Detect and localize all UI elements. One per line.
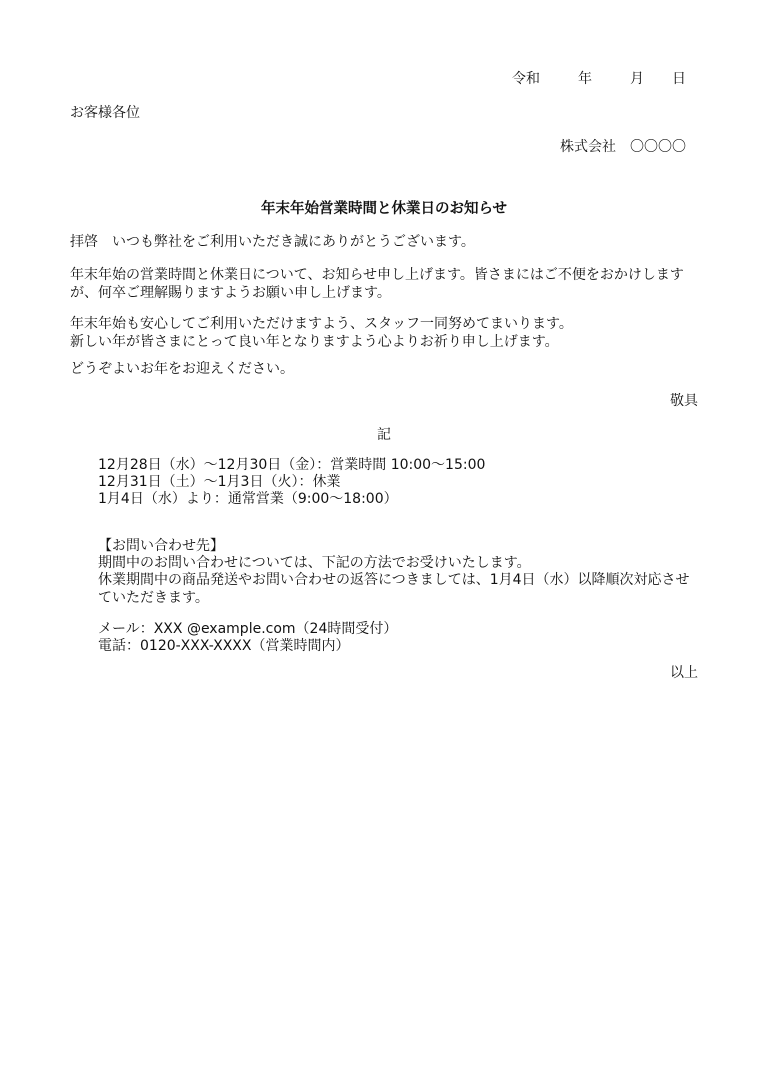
paragraph-schedule-notice: 年末年始の営業時間と休業日について、お知らせ申し上げます。皆さまにはご不便をおかけしますが、何卒ご理解賜りますようお願い申し上げます。 <box>70 267 684 301</box>
end-mark: 以上 <box>670 665 698 681</box>
date-day-unit: 日 <box>672 71 686 87</box>
schedule-list <box>98 456 485 507</box>
paragraph-farewell: どうぞよいお年をお迎えください。 <box>70 361 294 377</box>
closing-keigu: 敬具 <box>670 393 698 409</box>
contact-line: 休業期間中の商品発送やお問い合わせの返答につきましては、1月4日（水）以降順次対応させていただきます。 <box>98 572 690 606</box>
schedule-item: 1月4日（水）より：通常営業（9:00〜18:00） <box>98 491 398 507</box>
contact-email: メール：XXX @example.com（24時間受付） <box>98 621 398 637</box>
contact-section <box>98 537 700 654</box>
greeting: 拝啓 いつも弊社をご利用いただき誠にありがとうございます。 <box>70 234 475 250</box>
sender-company: 株式会社 〇〇〇〇 <box>560 139 686 155</box>
paragraph-new-year-line2: 新しい年が皆さまにとって良い年となりますよう心よりお祈り申し上げます。 <box>70 334 559 350</box>
ki-heading: 記 <box>377 427 391 443</box>
contact-heading: 【お問い合わせ先】 <box>98 538 224 554</box>
date-era: 令和 <box>512 71 540 87</box>
document-title: 年末年始営業時間と休業日のお知らせ <box>260 201 508 217</box>
contact-line: 期間中のお問い合わせについては、下記の方法でお受けいたします。 <box>98 555 531 571</box>
paragraph-new-year <box>70 315 700 351</box>
schedule-item: 12月28日（水）〜12月30日（金）：営業時間 10:00〜15:00 <box>98 457 486 473</box>
date-line <box>512 70 686 88</box>
date-month-unit: 月 <box>630 71 644 87</box>
recipient: お客様各位 <box>70 105 140 121</box>
date-year-unit: 年 <box>578 71 592 87</box>
contact-phone: 電話：0120-XXX-XXXX（営業時間内） <box>98 638 350 654</box>
paragraph-new-year-line1: 年末年始も安心してご利用いただけますよう、スタッフ一同努めてまいります。 <box>70 316 573 332</box>
schedule-item: 12月31日（土）〜1月3日（火）：休業 <box>98 474 341 490</box>
